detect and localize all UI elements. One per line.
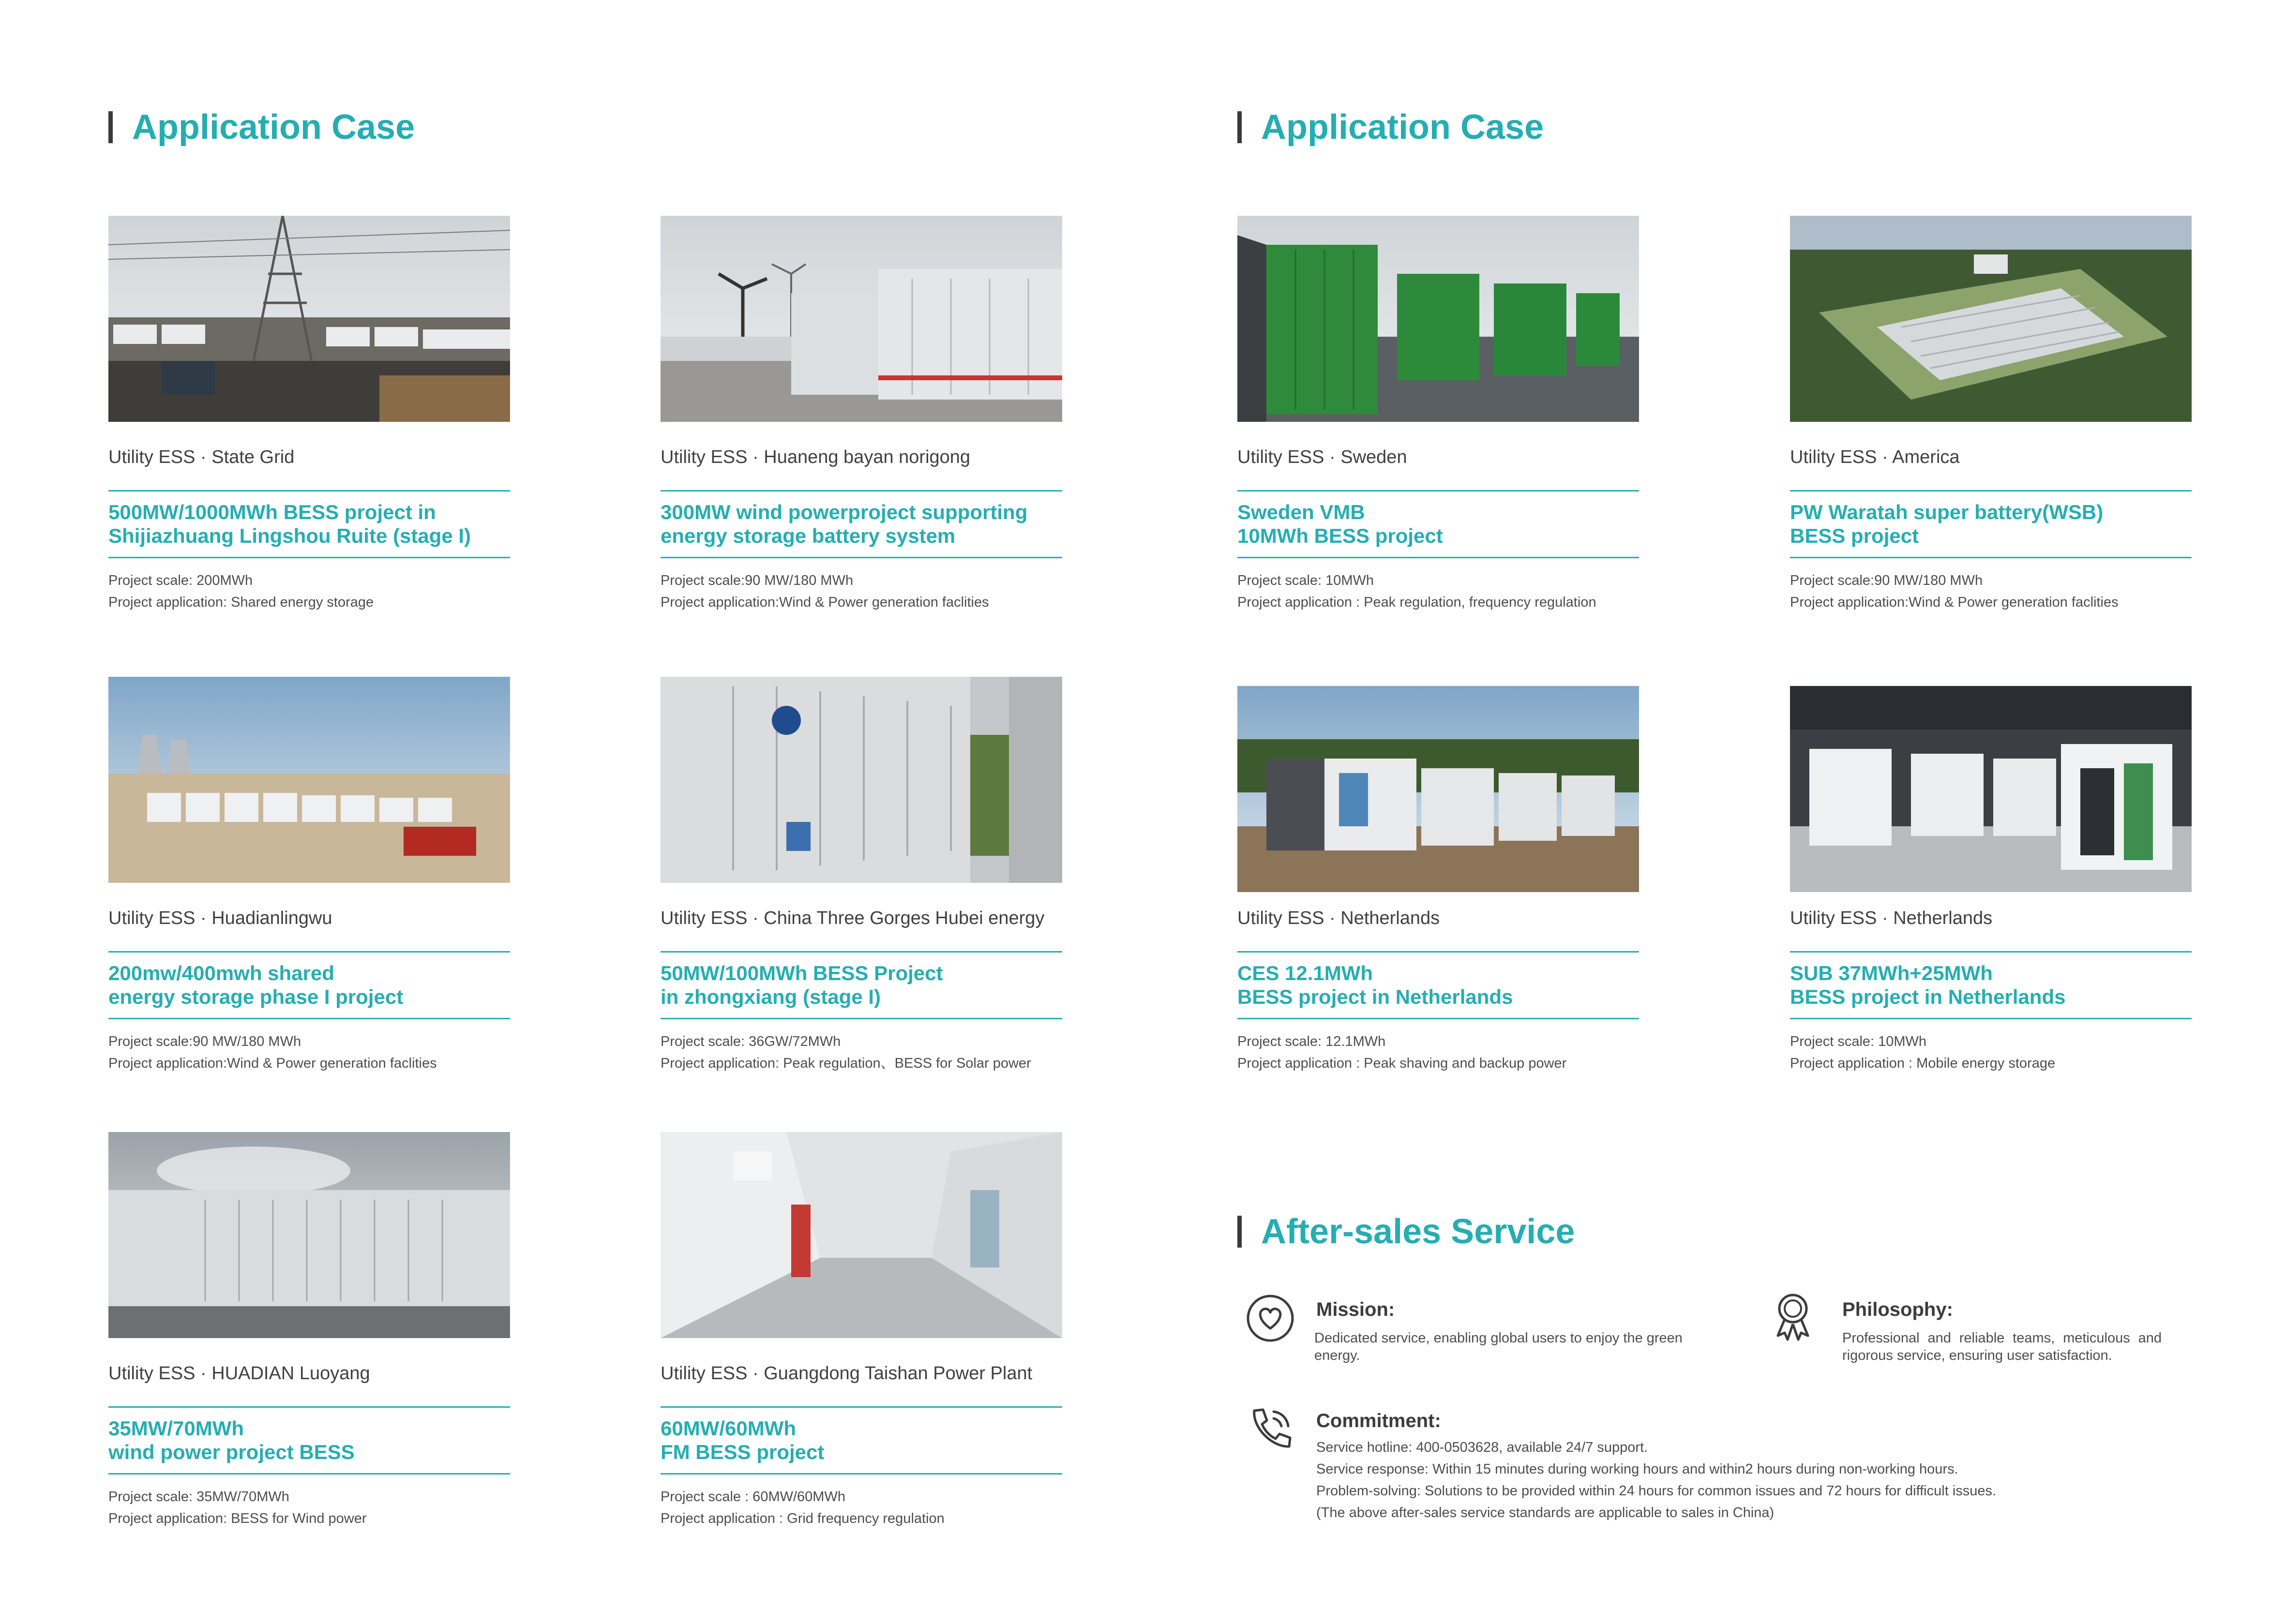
rule-top: [1790, 951, 2192, 953]
rule-bottom: [1790, 1018, 2192, 1019]
project-application: Project application: Shared energy storage: [108, 595, 374, 610]
project-photo: [108, 677, 510, 883]
rule-bottom: [661, 1018, 1062, 1019]
project-application: Project application : Grid frequency regulation: [661, 1511, 945, 1526]
phone-icon: [1244, 1403, 1297, 1456]
project-meta: [108, 1486, 367, 1530]
mission-title: Mission:: [1316, 1299, 1395, 1320]
rule-bottom: [108, 1018, 510, 1019]
project-meta: [1237, 570, 1596, 613]
project-title: Sweden VMB 10MWh BESS project: [1237, 501, 1443, 547]
project-application: Project application : Peak shaving and backup power: [1237, 1056, 1567, 1071]
project-photo: [108, 1132, 510, 1338]
project-photo: [661, 677, 1062, 883]
heading-bar: [1237, 1216, 1242, 1248]
commitment-line: Service hotline: 400-0503628, available 24/7 support.: [1316, 1440, 1648, 1455]
case-caption: Utility ESS · HUADIAN Luoyang: [108, 1363, 370, 1384]
commitment-line: Problem-solving: Solutions to be provided within 24 hours for common issues and 72 hours for difficult issues.: [1316, 1483, 1997, 1499]
project-photo: [661, 1132, 1062, 1338]
case-caption: Utility ESS · Huadianlingwu: [108, 908, 332, 928]
heart-badge-icon: [1244, 1292, 1297, 1345]
after-sales-title: After-sales Service: [1261, 1212, 1575, 1251]
case-caption: Utility ESS · Sweden: [1237, 447, 1407, 467]
rule-top: [1237, 490, 1639, 492]
commitment-line: (The above after-sales service standards are applicable to sales in China): [1316, 1505, 1775, 1520]
rule-bottom: [1237, 557, 1639, 558]
project-scale: Project scale:90 MW/180 MWh: [108, 1034, 301, 1049]
project-application: Project application:Wind & Power generation faclities: [1790, 595, 2119, 610]
project-application: Project application: Peak regulation、BESS for Solar power: [661, 1056, 1031, 1071]
philosophy-title: Philosophy:: [1842, 1299, 1953, 1320]
left-section-heading: [108, 107, 415, 147]
project-meta: [108, 1031, 437, 1074]
commitment-title: Commitment:: [1316, 1410, 1441, 1431]
project-scale: Project scale: 10MWh: [1237, 573, 1374, 588]
philosophy-text: Professional and reliable teams, meticulous and rigorous service, ensuring user satisfaction.: [1842, 1330, 2162, 1363]
project-scale: Project scale: 10MWh: [1790, 1034, 1927, 1049]
project-title: CES 12.1MWh BESS project in Netherlands: [1237, 962, 1513, 1008]
project-application: Project application:Wind & Power generation faclities: [108, 1056, 437, 1071]
project-meta: [661, 1031, 1031, 1074]
project-title: 300MW wind powerproject supporting energy storage battery system: [661, 501, 1028, 547]
heading-bar: [108, 111, 113, 143]
case-caption: Utility ESS · Guangdong Taishan Power Plant: [661, 1363, 1033, 1384]
rule-bottom: [108, 557, 510, 558]
project-scale: Project scale:90 MW/180 MWh: [661, 573, 854, 588]
project-title: 35MW/70MWh wind power project BESS: [108, 1417, 355, 1463]
project-application: Project application:Wind & Power generation faclities: [661, 595, 989, 610]
project-scale: Project scale: 35MW/70MWh: [108, 1489, 289, 1505]
rule-top: [1790, 490, 2192, 492]
case-caption: Utility ESS · China Three Gorges Hubei energy: [661, 908, 1045, 928]
after-sales-heading: [1237, 1212, 1575, 1252]
heading-bar: [1237, 111, 1242, 143]
project-scale: Project scale:90 MW/180 MWh: [1790, 573, 1983, 588]
project-meta: [661, 1486, 945, 1530]
rule-top: [108, 951, 510, 953]
project-scale: Project scale: 36GW/72MWh: [661, 1034, 841, 1049]
rule-bottom: [661, 557, 1062, 558]
left-heading-title: Application Case: [132, 108, 415, 147]
rule-top: [661, 490, 1062, 492]
project-meta: [661, 570, 989, 613]
case-caption: Utility ESS · Netherlands: [1237, 908, 1440, 928]
project-title: 500MW/1000MWh BESS project in Shijiazhuang Lingshou Ruite (stage I): [108, 501, 471, 547]
case-caption: Utility ESS · Netherlands: [1790, 908, 1993, 928]
rule-top: [661, 1406, 1062, 1408]
right-section-heading: [1237, 107, 1544, 147]
project-title: PW Waratah super battery(WSB) BESS project: [1790, 501, 2104, 547]
project-photo: [1237, 216, 1639, 422]
project-meta: [1790, 570, 2119, 613]
project-title: SUB 37MWh+25MWh BESS project in Netherlands: [1790, 962, 2066, 1008]
commitment-lines: [1316, 1437, 1996, 1524]
project-meta: [108, 570, 374, 613]
project-meta: [1790, 1031, 2055, 1074]
project-scale: Project scale: 12.1MWh: [1237, 1034, 1386, 1049]
project-photo: [1790, 686, 2192, 892]
mission-text: Dedicated service, enabling global users to enjoy the green energy.: [1314, 1330, 1683, 1363]
commitment-line: Service response: Within 15 minutes during working hours and within2 hours during non-working hours.: [1316, 1461, 1958, 1477]
case-caption: Utility ESS · America: [1790, 447, 1960, 467]
project-meta: [1237, 1031, 1566, 1074]
project-application: Project application : Peak regulation, frequency regulation: [1237, 595, 1596, 610]
rule-top: [108, 1406, 510, 1408]
rule-top: [1237, 951, 1639, 953]
project-photo: [1237, 686, 1639, 892]
project-scale: Project scale: 200MWh: [108, 573, 253, 588]
project-title: 60MW/60MWh FM BESS project: [661, 1417, 825, 1463]
project-scale: Project scale : 60MW/60MWh: [661, 1489, 845, 1505]
project-photo: [661, 216, 1062, 422]
project-application: Project application : Mobile energy storage: [1790, 1056, 2056, 1071]
rule-bottom: [108, 1473, 510, 1475]
case-caption: Utility ESS · Huaneng bayan norigong: [661, 447, 971, 467]
rule-bottom: [661, 1473, 1062, 1475]
project-photo: [108, 216, 510, 422]
project-title: 50MW/100MWh BESS Project in zhongxiang (stage I): [661, 962, 943, 1008]
rule-bottom: [1237, 1018, 1639, 1019]
rule-bottom: [1790, 557, 2192, 558]
rule-top: [661, 951, 1062, 953]
award-ribbon-icon: [1766, 1289, 1820, 1342]
case-caption: Utility ESS · State Grid: [108, 447, 295, 467]
project-title: 200mw/400mwh shared energy storage phase I project: [108, 962, 404, 1008]
right-heading-title: Application Case: [1261, 108, 1544, 147]
rule-top: [108, 490, 510, 492]
project-photo: [1790, 216, 2192, 422]
project-application: Project application: BESS for Wind power: [108, 1511, 367, 1526]
